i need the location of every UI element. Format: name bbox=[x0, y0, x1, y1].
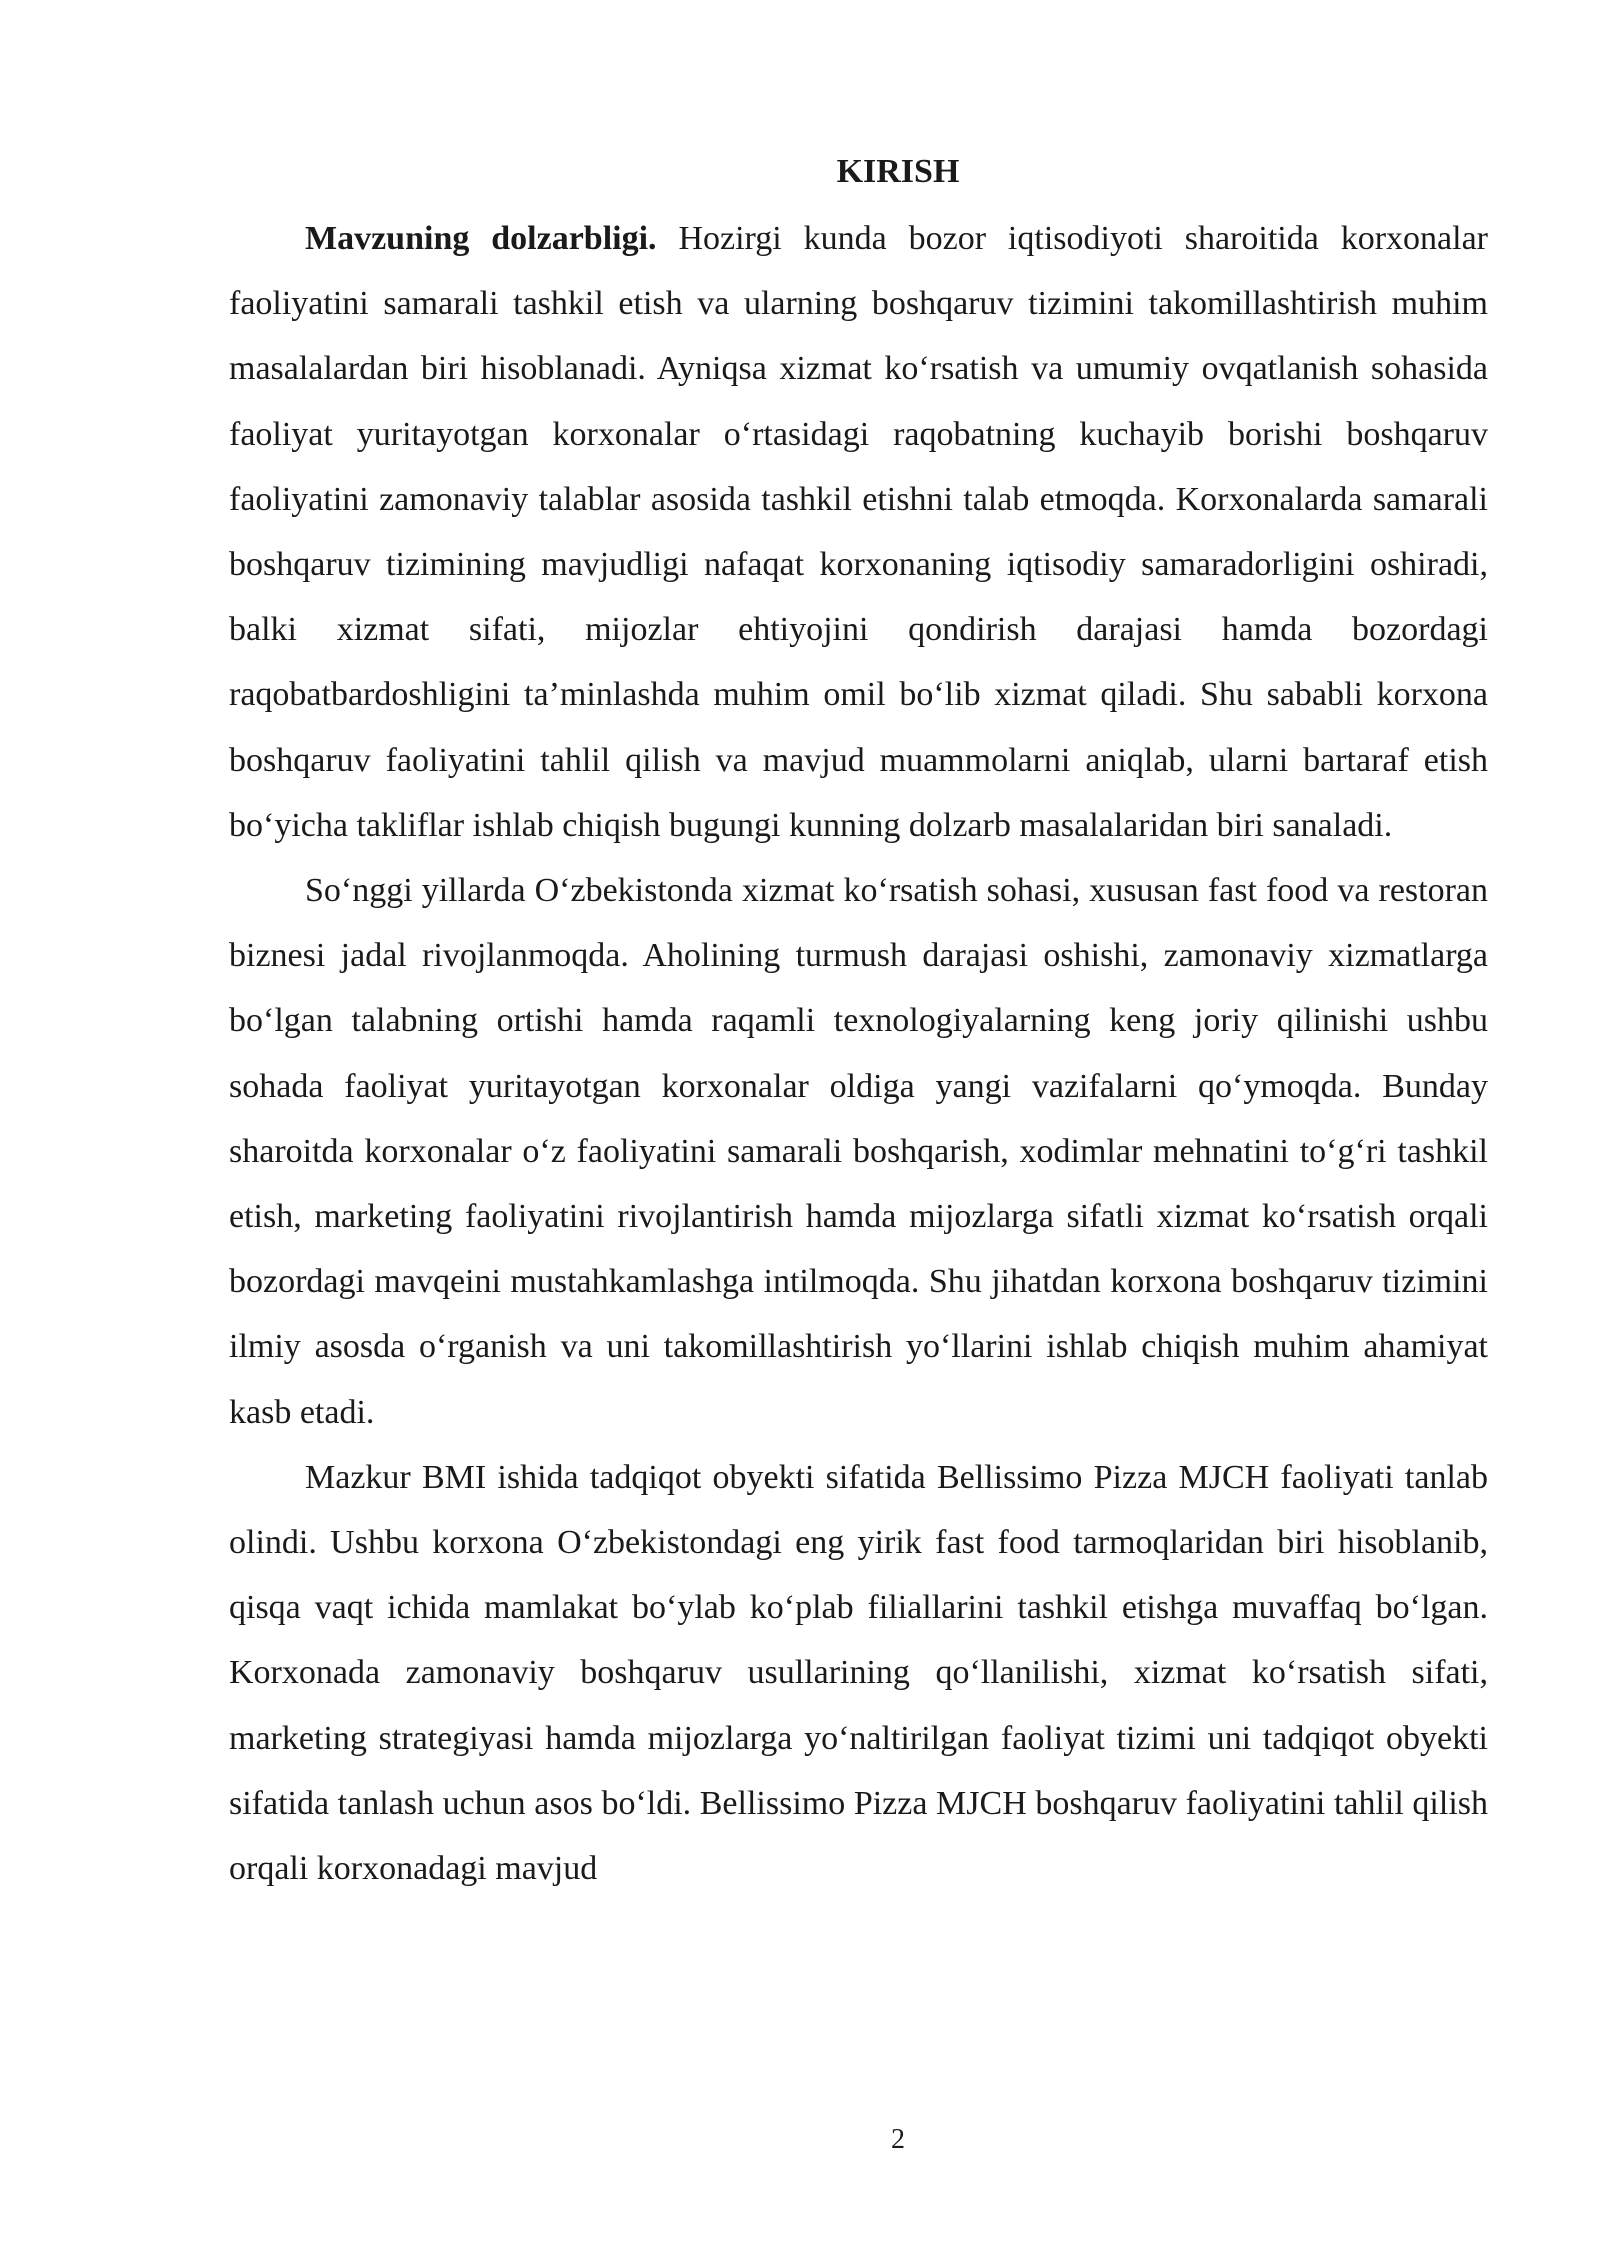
page-number: 2 bbox=[891, 2124, 905, 2155]
paragraph-text: Soʻnggi yillarda Oʻzbekistonda xizmat koʻrsatish sohasi, xususan fast food va restoran biznesi jadal rivojlanmoqda. Aholining turmush darajasi oshishi, zamonaviy xizmatlarga boʻlgan talabning ortishi hamda raqamli texnologiyalarning keng joriy qilinishi ushbu sohada faoliyat yuritayotgan korxonalar oldiga yangi vazifalarni qoʻymoqda. Bunday sharoitda korxonalar oʻz faoliyatini samarali boshqarish, xodimlar mehnatini toʻgʻri tashkil etish, marketing faoliyatini rivojlantirish hamda mijozlarga sifatli xizmat koʻrsatish orqali bozordagi mavqeini mustahkamlashga intilmoqda. Shu jihatdan korxona boshqaruv tizimini ilmiy asosda oʻrganish va uni takomillashtirish yoʻllarini ishlab chiqish muhim ahamiyat kasb etadi. bbox=[229, 872, 1488, 1431]
paragraph-lead-heading: Mavzuning dolzarbligi. bbox=[305, 220, 657, 257]
paragraph-text: Hozirgi kunda bozor iqtisodiyoti sharoitida korxonalar faoliyatini samarali tashkil etish va ularning boshqaruv tizimini takomillashtirish muhim masalalardan biri hisoblanadi. Ayniqsa xizmat koʻrsatish va umumiy ovqatlanish sohasida faoliyat yuritayotgan korxonalar oʻrtasidagi raqobatning kuchayib borishi boshqaruv faoliyatini zamonaviy talablar asosida tashkil etishni talab etmoqda. Korxonalarda samarali boshqaruv tizimining mavjudligi nafaqat korxonaning iqtisodiy samaradorligini oshiradi, balki xizmat sifati, mijozlar ehtiyojini qondirish darajasi hamda bozordagi raqobatbardoshligini ta’minlashda muhim omil boʻlib xizmat qiladi. Shu sababli korxona boshqaruv faoliyatini tahlil qilish va mavjud muammolarni aniqlab, ularni bartaraf etish boʻyicha takliflar ishlab chiqish bugungi kunning dolzarb masalalaridan biri sanaladi. bbox=[229, 220, 1488, 844]
paragraph-research-object bbox=[229, 1445, 1488, 1901]
paragraph-service-sector bbox=[229, 858, 1488, 1445]
paragraph-text: Mazkur BMI ishida tadqiqot obyekti sifatida Bellissimo Pizza MJCH faoliyati tanlab olindi. Ushbu korxona Oʻzbekistondagi eng yirik fast food tarmoqlaridan biri hisoblanib, qisqa vaqt ichida mamlakat boʻylab koʻplab filiallarini tashkil etishga muvaffaq boʻlgan. Korxonada zamonaviy boshqaruv usullarining qoʻllanilishi, xizmat koʻrsatish sifati, marketing strategiyasi hamda mijozlarga yoʻnaltirilgan faoliyat tizimi uni tadqiqot obyekti sifatida tanlash uchun asos boʻldi. Bellissimo Pizza MJCH boshqaruv faoliyatini tahlil qilish orqali korxonadagi mavjud bbox=[229, 1458, 1488, 1888]
paragraph-relevance bbox=[229, 206, 1488, 858]
body-text bbox=[229, 206, 1488, 1901]
section-title: KIRISH bbox=[836, 153, 960, 190]
